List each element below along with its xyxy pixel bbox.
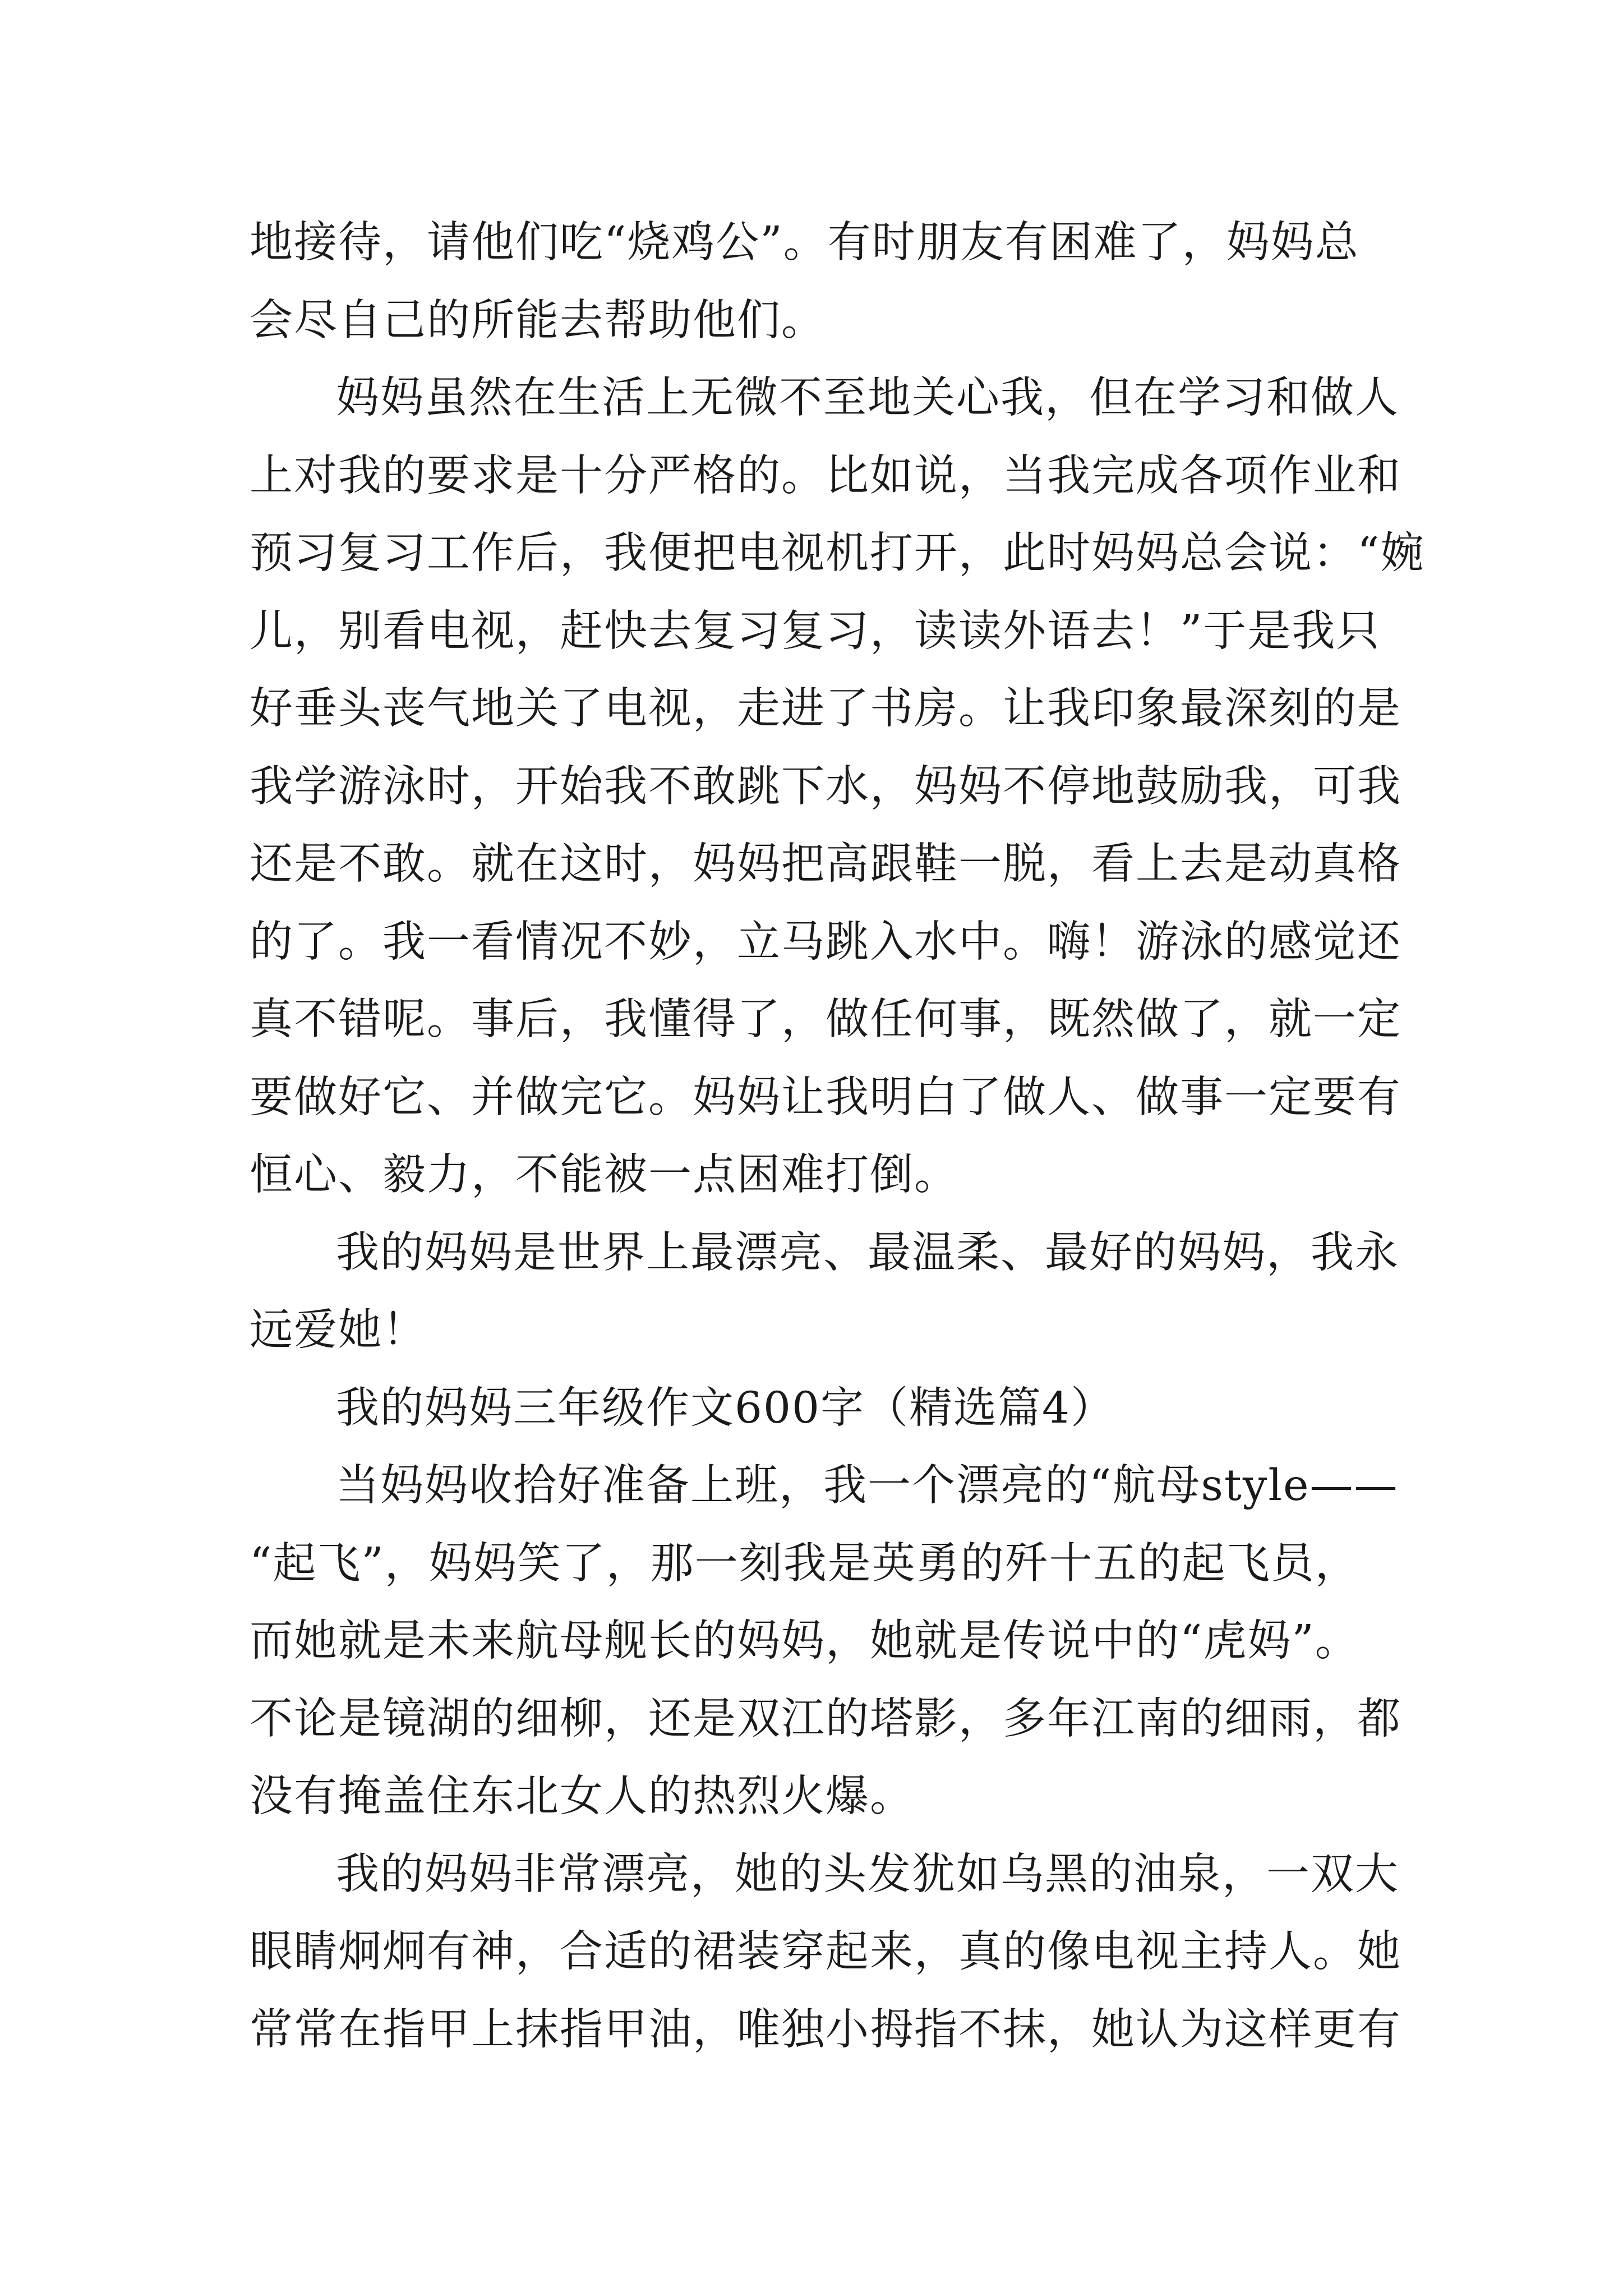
text-line: 恒心、毅力，不能被一点困难打倒。 [250, 1150, 958, 1200]
text-line: 还是不敢。就在这时，妈妈把高跟鞋一脱，看上去是动真格 [250, 839, 1401, 889]
paragraph-start-line: 当妈妈收拾好准备上班，我一个漂亮的“航母style—— [336, 1461, 1399, 1511]
text-line: 的了。我一看情况不妙，立马跳入水中。嗨！游泳的感觉还 [250, 917, 1401, 967]
text-line: 我学游泳时，开始我不敢跳下水，妈妈不停地鼓励我，可我 [250, 761, 1401, 812]
paragraph-start-line: 妈妈虽然在生活上无微不至地关心我，但在学习和做人 [336, 373, 1399, 423]
paragraph-start-line: 我的妈妈是世界上最漂亮、最温柔、最好的妈妈，我永 [336, 1227, 1399, 1278]
text-line: “起飞”，妈妈笑了，那一刻我是英勇的歼十五的起飞员， [250, 1538, 1359, 1589]
text-line: 预习复习工作后，我便把电视机打开，此时妈妈总会说：“婉 [250, 528, 1425, 578]
body-text [250, 204, 1425, 2069]
text-line: 会尽自己的所能去帮助他们。 [250, 295, 826, 346]
text-line: 真不错呢。事后，我懂得了，做任何事，既然做了，就一定 [250, 995, 1401, 1045]
text-line: 好垂头丧气地关了电视，走进了书房。让我印象最深刻的是 [250, 684, 1401, 734]
text-line: 要做好它、并做完它。妈妈让我明白了做人、做事一定要有 [250, 1072, 1401, 1122]
paragraph-start-line: 我的妈妈非常漂亮，她的头发犹如乌黑的油泉，一双大 [336, 1849, 1399, 1899]
text-line: 没有掩盖住东北女人的热烈火爆。 [250, 1772, 914, 1821]
text-line: 眼睛炯炯有神，合适的裙装穿起来，真的像电视主持人。她 [250, 1927, 1401, 1977]
text-line: 而她就是未来航母舰长的妈妈，她就是传说中的“虎妈”。 [250, 1616, 1359, 1666]
text-line: 常常在指甲上抹指甲油，唯独小拇指不抹，她认为这样更有 [250, 2004, 1401, 2055]
text-line: 远爱她！ [250, 1305, 427, 1355]
text-line: 上对我的要求是十分严格的。比如说，当我完成各项作业和 [250, 450, 1401, 501]
text-line: 地接待，请他们吃“烧鸡公”。有时朋友有困难了，妈妈总 [250, 218, 1359, 268]
section-heading: 我的妈妈三年级作文600字（精选篇4） [336, 1383, 1115, 1433]
text-line: 儿，别看电视，赶快去复习复习，读读外语去！”于是我只 [250, 606, 1381, 656]
text-line: 不论是镜湖的细柳，还是双江的塔影，多年江南的细雨，都 [250, 1694, 1401, 1744]
